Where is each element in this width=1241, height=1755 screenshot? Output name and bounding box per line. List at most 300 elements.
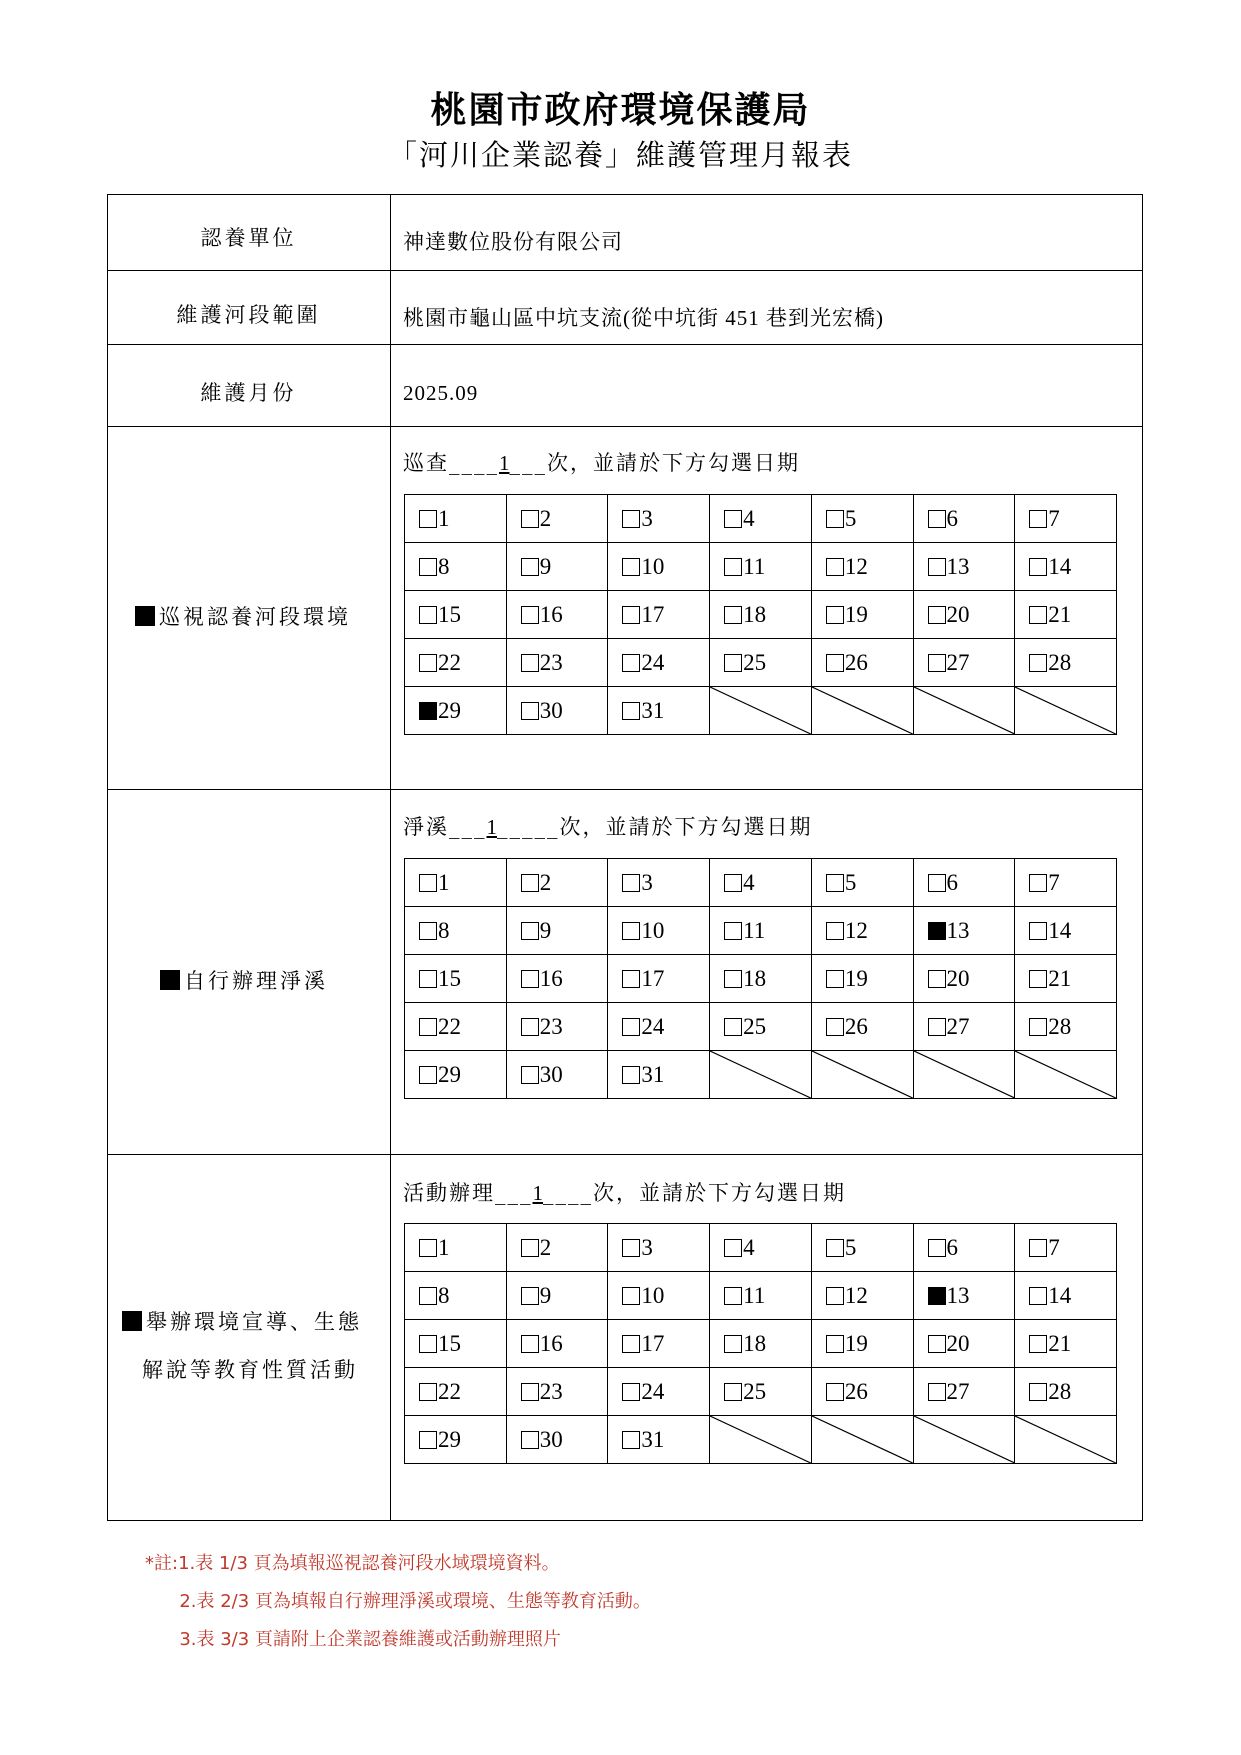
date-cell[interactable] xyxy=(405,639,507,687)
checkbox[interactable] xyxy=(521,702,539,720)
date-label: 23 xyxy=(539,1013,563,1039)
date-cell[interactable] xyxy=(1015,1368,1117,1416)
empty-cell xyxy=(913,1416,1015,1464)
date-cell[interactable] xyxy=(811,907,913,955)
empty-cell xyxy=(913,1051,1015,1099)
checkbox[interactable] xyxy=(622,606,640,624)
row-divider xyxy=(107,789,1143,790)
checkbox[interactable] xyxy=(521,1335,539,1353)
checkbox[interactable] xyxy=(521,510,539,528)
checkbox[interactable] xyxy=(928,558,946,576)
checkbox[interactable] xyxy=(1029,654,1047,672)
checkbox[interactable] xyxy=(521,874,539,892)
date-cell[interactable] xyxy=(913,591,1015,639)
page-subtitle: 「河川企業認養」維護管理月報表 xyxy=(387,138,853,172)
checkbox[interactable] xyxy=(521,606,539,624)
diagonal-strike xyxy=(710,687,811,734)
checkbox[interactable] xyxy=(928,654,946,672)
checkbox[interactable] xyxy=(622,558,640,576)
date-cell[interactable] xyxy=(913,639,1015,687)
checkbox[interactable] xyxy=(419,1018,437,1036)
date-label: 13 xyxy=(946,1282,970,1308)
section-activity-title-1: 舉辦環境宣導、生態 xyxy=(146,1310,362,1334)
checkbox[interactable] xyxy=(622,1239,640,1257)
date-cell[interactable] xyxy=(608,591,710,639)
date-label: 14 xyxy=(1048,553,1072,579)
date-label: 14 xyxy=(1048,1282,1072,1308)
checkbox[interactable] xyxy=(419,922,437,940)
checkbox[interactable] xyxy=(1029,1383,1047,1401)
diagonal-strike xyxy=(914,1416,1015,1463)
checkbox[interactable] xyxy=(521,654,539,672)
date-cell[interactable] xyxy=(405,907,507,955)
checkbox[interactable] xyxy=(622,1018,640,1036)
checkbox[interactable] xyxy=(1029,1287,1047,1305)
checkbox[interactable] xyxy=(1029,970,1047,988)
checkbox[interactable] xyxy=(724,510,742,528)
date-label: 8 xyxy=(438,553,450,579)
date-label: 16 xyxy=(539,601,563,627)
date-cell[interactable] xyxy=(811,859,913,907)
checkbox[interactable] xyxy=(1029,874,1047,892)
section-value: 桃園市龜山區中坑支流(從中坑街 451 巷到光宏橋) xyxy=(403,306,884,330)
date-cell[interactable] xyxy=(913,1272,1015,1320)
checkbox[interactable] xyxy=(419,970,437,988)
date-cell[interactable] xyxy=(405,1368,507,1416)
patrol-date-grid xyxy=(404,494,1117,735)
checkbox[interactable] xyxy=(826,970,844,988)
date-cell[interactable] xyxy=(811,1224,913,1272)
date-cell[interactable] xyxy=(506,1320,608,1368)
date-cell[interactable] xyxy=(913,955,1015,1003)
date-cell[interactable] xyxy=(405,1416,507,1464)
date-grid-row xyxy=(405,639,1117,687)
checkbox[interactable] xyxy=(419,1383,437,1401)
empty-cell xyxy=(913,687,1015,735)
date-label: 1 xyxy=(438,505,450,531)
date-cell[interactable] xyxy=(506,907,608,955)
date-label: 6 xyxy=(946,505,959,531)
date-cell[interactable] xyxy=(811,1003,913,1051)
date-cell[interactable] xyxy=(811,495,913,543)
checkbox[interactable] xyxy=(724,1335,742,1353)
checkbox[interactable] xyxy=(1029,1239,1047,1257)
date-cell[interactable] xyxy=(1015,859,1117,907)
date-cell[interactable] xyxy=(913,1368,1015,1416)
empty-cell xyxy=(710,1051,812,1099)
date-label: 5 xyxy=(844,1234,857,1260)
date-cell[interactable] xyxy=(1015,955,1117,1003)
empty-cell xyxy=(811,1416,913,1464)
date-cell[interactable] xyxy=(506,687,608,735)
checkbox[interactable] xyxy=(622,1383,640,1401)
adopter-value: 神達數位股份有限公司 xyxy=(403,230,623,254)
row-divider xyxy=(107,1154,1143,1155)
date-cell[interactable] xyxy=(1015,1224,1117,1272)
date-cell[interactable] xyxy=(913,907,1015,955)
checkbox[interactable] xyxy=(826,874,844,892)
checkbox[interactable] xyxy=(1029,1335,1047,1353)
checkbox[interactable] xyxy=(419,874,437,892)
checkbox[interactable] xyxy=(521,1383,539,1401)
checkbox[interactable] xyxy=(521,1066,539,1084)
date-label: 3 xyxy=(641,869,653,895)
checkbox[interactable] xyxy=(622,970,640,988)
date-label: 11 xyxy=(743,917,766,943)
date-cell[interactable] xyxy=(506,1272,608,1320)
checkbox[interactable] xyxy=(419,1335,437,1353)
date-grid-row xyxy=(405,1003,1117,1051)
date-label: 1 xyxy=(438,869,450,895)
checkbox[interactable] xyxy=(419,510,437,528)
checkbox[interactable] xyxy=(521,922,539,940)
date-cell[interactable] xyxy=(405,859,507,907)
checkbox-checked[interactable] xyxy=(928,1287,946,1305)
date-cell[interactable] xyxy=(608,1003,710,1051)
date-label: 22 xyxy=(438,649,461,675)
date-cell[interactable] xyxy=(608,1320,710,1368)
date-label: 17 xyxy=(641,965,665,991)
date-cell[interactable] xyxy=(1015,543,1117,591)
date-cell[interactable] xyxy=(608,1368,710,1416)
checkbox[interactable] xyxy=(928,970,946,988)
date-grid-row xyxy=(405,907,1117,955)
date-label: 15 xyxy=(438,1330,461,1356)
date-cell[interactable] xyxy=(811,1368,913,1416)
section-cleanup-label xyxy=(107,957,390,1005)
checkbox[interactable] xyxy=(521,1287,539,1305)
date-label: 27 xyxy=(946,1013,970,1039)
date-cell[interactable] xyxy=(913,1003,1015,1051)
date-label: 30 xyxy=(539,1061,563,1087)
date-cell[interactable] xyxy=(710,1368,812,1416)
date-cell[interactable] xyxy=(506,1224,608,1272)
date-cell[interactable] xyxy=(506,591,608,639)
checkbox-checked[interactable] xyxy=(419,702,437,720)
diagonal-strike xyxy=(1015,1416,1116,1463)
date-cell[interactable] xyxy=(1015,591,1117,639)
checkbox[interactable] xyxy=(622,1066,640,1084)
section-label: 維護河段範圍 xyxy=(176,303,321,327)
checkbox[interactable] xyxy=(622,510,640,528)
date-cell[interactable] xyxy=(710,591,812,639)
checkbox[interactable] xyxy=(521,558,539,576)
date-cell[interactable] xyxy=(405,495,507,543)
date-label: 8 xyxy=(438,917,450,943)
checkbox[interactable] xyxy=(622,1287,640,1305)
checkbox[interactable] xyxy=(419,1066,437,1084)
checkbox[interactable] xyxy=(521,1431,539,1449)
date-cell[interactable] xyxy=(710,1272,812,1320)
diagonal-strike xyxy=(914,687,1015,734)
checkbox[interactable] xyxy=(419,1431,437,1449)
date-cell[interactable] xyxy=(710,907,812,955)
checkbox[interactable] xyxy=(724,1287,742,1305)
date-label: 18 xyxy=(743,1330,767,1356)
date-label: 16 xyxy=(539,1330,563,1356)
checkbox[interactable] xyxy=(1029,606,1047,624)
checkbox[interactable] xyxy=(928,510,946,528)
checked-square-icon xyxy=(160,970,180,990)
checkbox[interactable] xyxy=(724,1018,742,1036)
patrol-count-prefix: 巡查____ xyxy=(403,451,499,475)
patrol-count-suffix: ___次，並請於下方勾選日期 xyxy=(509,451,800,475)
date-grid-row xyxy=(405,591,1117,639)
date-cell[interactable] xyxy=(811,543,913,591)
checkbox[interactable] xyxy=(521,970,539,988)
date-label: 17 xyxy=(641,601,665,627)
date-label: 29 xyxy=(438,697,461,723)
checkbox[interactable] xyxy=(826,1383,844,1401)
date-label: 10 xyxy=(641,917,665,943)
activity-count-suffix: ____次，並請於下方勾選日期 xyxy=(543,1181,846,1205)
date-cell[interactable] xyxy=(405,1320,507,1368)
page-title: 桃園市政府環境保護局 xyxy=(430,89,811,131)
date-label: 31 xyxy=(641,1061,665,1087)
date-cell[interactable] xyxy=(1015,639,1117,687)
date-cell[interactable] xyxy=(913,1320,1015,1368)
date-cell[interactable] xyxy=(913,543,1015,591)
date-label: 2 xyxy=(539,869,552,895)
date-cell[interactable] xyxy=(608,1272,710,1320)
cleanup-date-grid xyxy=(404,858,1117,1099)
date-label: 27 xyxy=(946,649,970,675)
checkbox[interactable] xyxy=(826,1287,844,1305)
date-cell[interactable] xyxy=(710,639,812,687)
date-grid-row xyxy=(405,1051,1117,1099)
checkbox[interactable] xyxy=(1029,558,1047,576)
checkbox[interactable] xyxy=(928,1239,946,1257)
section-activity-label xyxy=(107,1298,390,1394)
date-label: 7 xyxy=(1048,505,1060,531)
date-label: 13 xyxy=(946,553,970,579)
date-cell[interactable] xyxy=(608,859,710,907)
checkbox[interactable] xyxy=(724,922,742,940)
date-cell[interactable] xyxy=(1015,1272,1117,1320)
checkbox[interactable] xyxy=(521,1239,539,1257)
date-cell[interactable] xyxy=(608,543,710,591)
date-cell[interactable] xyxy=(913,495,1015,543)
empty-cell xyxy=(710,687,812,735)
date-grid-row xyxy=(405,1272,1117,1320)
date-cell[interactable] xyxy=(1015,1320,1117,1368)
date-cell[interactable] xyxy=(506,1003,608,1051)
date-cell[interactable] xyxy=(710,1224,812,1272)
diagonal-strike xyxy=(1015,687,1116,734)
date-label: 19 xyxy=(844,1330,868,1356)
date-label: 12 xyxy=(844,1282,868,1308)
row-divider xyxy=(107,344,1143,345)
checkbox[interactable] xyxy=(521,1018,539,1036)
checkbox[interactable] xyxy=(622,1431,640,1449)
date-cell[interactable] xyxy=(405,955,507,1003)
date-label: 24 xyxy=(641,1378,665,1404)
checkbox[interactable] xyxy=(826,654,844,672)
date-label: 7 xyxy=(1048,1234,1060,1260)
empty-cell xyxy=(1015,1416,1117,1464)
checkbox[interactable] xyxy=(724,558,742,576)
checkbox[interactable] xyxy=(928,1383,946,1401)
date-label: 2 xyxy=(539,1234,552,1260)
date-cell[interactable] xyxy=(608,1416,710,1464)
checkbox[interactable] xyxy=(1029,922,1047,940)
date-cell[interactable] xyxy=(710,1320,812,1368)
date-cell[interactable] xyxy=(506,1051,608,1099)
checkbox[interactable] xyxy=(419,1239,437,1257)
checkbox[interactable] xyxy=(928,1018,946,1036)
date-cell[interactable] xyxy=(608,639,710,687)
date-cell[interactable] xyxy=(608,955,710,1003)
section-cleanup-title: 自行辦理淨溪 xyxy=(184,969,328,993)
checkbox[interactable] xyxy=(928,606,946,624)
date-grid-row xyxy=(405,955,1117,1003)
month-label: 維護月份 xyxy=(200,381,297,405)
date-grid-row xyxy=(405,687,1117,735)
checkbox[interactable] xyxy=(724,1239,742,1257)
checkbox[interactable] xyxy=(622,1335,640,1353)
date-cell[interactable] xyxy=(506,955,608,1003)
date-cell[interactable] xyxy=(608,1224,710,1272)
date-cell[interactable] xyxy=(405,1272,507,1320)
empty-cell xyxy=(811,1051,913,1099)
date-label: 9 xyxy=(539,553,552,579)
empty-cell xyxy=(811,687,913,735)
date-label: 29 xyxy=(438,1061,461,1087)
date-cell[interactable] xyxy=(913,859,1015,907)
date-label: 6 xyxy=(946,869,959,895)
checkbox[interactable] xyxy=(1029,510,1047,528)
date-label: 1 xyxy=(438,1234,450,1260)
date-label: 16 xyxy=(539,965,563,991)
date-label: 22 xyxy=(438,1013,461,1039)
date-grid-row xyxy=(405,859,1117,907)
date-cell[interactable] xyxy=(913,1224,1015,1272)
date-cell[interactable] xyxy=(710,859,812,907)
date-label: 9 xyxy=(539,917,552,943)
date-label: 20 xyxy=(946,601,970,627)
date-label: 4 xyxy=(743,505,755,531)
checkbox[interactable] xyxy=(1029,1018,1047,1036)
date-grid-row xyxy=(405,1224,1117,1272)
date-label: 28 xyxy=(1048,649,1072,675)
month-value: 2025.09 xyxy=(403,381,479,405)
checkbox[interactable] xyxy=(826,1018,844,1036)
cleanup-count-value: 1 xyxy=(486,815,497,839)
date-cell[interactable] xyxy=(811,639,913,687)
date-cell[interactable] xyxy=(608,687,710,735)
adopter-label: 認養單位 xyxy=(200,226,297,250)
cleanup-count-prefix: 淨溪___ xyxy=(403,815,487,839)
checkbox[interactable] xyxy=(928,1335,946,1353)
date-cell[interactable] xyxy=(811,1272,913,1320)
date-cell[interactable] xyxy=(506,1416,608,1464)
date-label: 15 xyxy=(438,965,461,991)
checkbox[interactable] xyxy=(724,1383,742,1401)
date-cell[interactable] xyxy=(405,591,507,639)
section-activity-title-2: 解說等教育性質活動 xyxy=(142,1358,358,1382)
checkbox[interactable] xyxy=(826,510,844,528)
checkbox[interactable] xyxy=(622,874,640,892)
checkbox[interactable] xyxy=(724,606,742,624)
date-cell[interactable] xyxy=(608,907,710,955)
checkbox[interactable] xyxy=(724,970,742,988)
checkbox[interactable] xyxy=(826,922,844,940)
checkbox[interactable] xyxy=(419,1287,437,1305)
date-cell[interactable] xyxy=(710,495,812,543)
date-cell[interactable] xyxy=(608,1051,710,1099)
date-label: 24 xyxy=(641,649,665,675)
footnotes xyxy=(145,1545,651,1659)
date-cell[interactable] xyxy=(506,639,608,687)
checkbox[interactable] xyxy=(826,558,844,576)
date-grid-row xyxy=(405,1368,1117,1416)
date-cell[interactable] xyxy=(405,1224,507,1272)
checkbox[interactable] xyxy=(622,702,640,720)
date-cell[interactable] xyxy=(1015,495,1117,543)
checkbox[interactable] xyxy=(419,606,437,624)
section-patrol-label xyxy=(107,593,390,641)
date-label: 19 xyxy=(844,965,868,991)
date-label: 5 xyxy=(844,505,857,531)
checkbox[interactable] xyxy=(724,874,742,892)
checkbox[interactable] xyxy=(622,922,640,940)
date-cell[interactable] xyxy=(710,1003,812,1051)
footnote-2: 2.表 2/3 頁為填報自行辦理淨溪或環境、生態等教育活動。 xyxy=(145,1591,651,1612)
date-cell[interactable] xyxy=(811,591,913,639)
date-cell[interactable] xyxy=(710,543,812,591)
diagonal-strike xyxy=(812,1051,913,1098)
checkbox[interactable] xyxy=(826,1335,844,1353)
checkbox[interactable] xyxy=(826,1239,844,1257)
footnote-3: 3.表 3/3 頁請附上企業認養維護或活動辦理照片 xyxy=(145,1629,561,1650)
checkbox-checked[interactable] xyxy=(928,922,946,940)
date-cell[interactable] xyxy=(506,495,608,543)
date-cell[interactable] xyxy=(608,495,710,543)
date-cell[interactable] xyxy=(1015,907,1117,955)
date-cell[interactable] xyxy=(405,687,507,735)
date-label: 15 xyxy=(438,601,461,627)
date-grid-row xyxy=(405,1416,1117,1464)
footnote-1: *註:1.表 1/3 頁為填報巡視認養河段水域環境資料。 xyxy=(145,1553,560,1574)
date-cell[interactable] xyxy=(405,1003,507,1051)
diagonal-strike xyxy=(1015,1051,1116,1098)
date-label: 10 xyxy=(641,553,665,579)
date-cell[interactable] xyxy=(1015,1003,1117,1051)
date-label: 2 xyxy=(539,505,552,531)
checkbox[interactable] xyxy=(724,654,742,672)
date-cell[interactable] xyxy=(506,1368,608,1416)
date-cell[interactable] xyxy=(506,543,608,591)
date-grid-row xyxy=(405,1320,1117,1368)
checked-square-icon xyxy=(135,606,155,626)
date-cell[interactable] xyxy=(811,1320,913,1368)
date-label: 3 xyxy=(641,1234,653,1260)
date-cell[interactable] xyxy=(710,955,812,1003)
date-cell[interactable] xyxy=(405,1051,507,1099)
checkbox[interactable] xyxy=(928,874,946,892)
date-grid-row xyxy=(405,543,1117,591)
checkbox[interactable] xyxy=(622,654,640,672)
date-label: 26 xyxy=(844,649,868,675)
date-cell[interactable] xyxy=(506,859,608,907)
date-label: 30 xyxy=(539,1426,563,1452)
date-cell[interactable] xyxy=(405,543,507,591)
diagonal-strike xyxy=(710,1416,811,1463)
checkbox[interactable] xyxy=(419,654,437,672)
checkbox[interactable] xyxy=(826,606,844,624)
checkbox[interactable] xyxy=(419,558,437,576)
date-cell[interactable] xyxy=(811,955,913,1003)
